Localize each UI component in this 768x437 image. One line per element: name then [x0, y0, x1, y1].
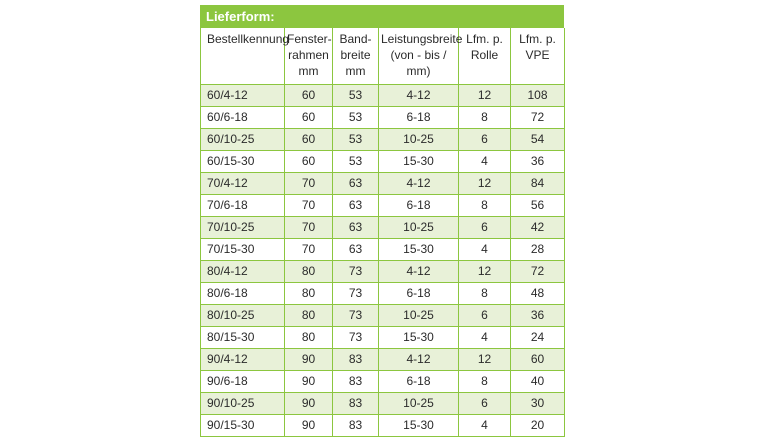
- table-row: [201, 414, 565, 436]
- cell-per-roll: 4: [459, 150, 511, 172]
- cell-per-roll: 6: [459, 216, 511, 238]
- cell-per-package: 42: [511, 216, 565, 238]
- cell-performance-width: 4-12: [379, 172, 459, 194]
- cell-per-roll: 6: [459, 304, 511, 326]
- cell-per-package: 30: [511, 392, 565, 414]
- cell-per-package: 28: [511, 238, 565, 260]
- cell-frame: 60: [285, 128, 333, 150]
- cell-order-code: 70/6-18: [201, 194, 285, 216]
- cell-performance-width: 10-25: [379, 392, 459, 414]
- cell-per-roll: 8: [459, 282, 511, 304]
- cell-per-package: 36: [511, 150, 565, 172]
- cell-per-package: 54: [511, 128, 565, 150]
- cell-frame: 70: [285, 194, 333, 216]
- cell-band-width: 83: [333, 348, 379, 370]
- table-row: [201, 260, 565, 282]
- cell-frame: 90: [285, 370, 333, 392]
- header-order-code: [201, 28, 290, 84]
- cell-order-code: 90/6-18: [201, 370, 285, 392]
- cell-order-code: 90/10-25: [201, 392, 285, 414]
- table-row: [201, 370, 565, 392]
- cell-band-width: 83: [333, 392, 379, 414]
- cell-performance-width: 6-18: [379, 106, 459, 128]
- cell-order-code: 90/4-12: [201, 348, 285, 370]
- header-band-width: [333, 28, 379, 84]
- header-frame: [285, 28, 333, 84]
- cell-band-width: 73: [333, 282, 379, 304]
- table-row: [201, 172, 565, 194]
- header-performance-width: [379, 28, 463, 84]
- cell-band-width: 53: [333, 84, 379, 106]
- cell-frame: 60: [285, 150, 333, 172]
- header-line: breite: [340, 48, 371, 62]
- cell-frame: 80: [285, 304, 333, 326]
- header-line: mm: [345, 64, 366, 78]
- header-line: (von - bis /: [390, 48, 447, 62]
- cell-performance-width: 4-12: [379, 84, 459, 106]
- cell-performance-width: 6-18: [379, 194, 459, 216]
- header-line: Lfm. p.: [466, 32, 503, 46]
- cell-order-code: 70/4-12: [201, 172, 285, 194]
- table-row: [201, 348, 565, 370]
- header-line: mm: [298, 64, 319, 78]
- cell-frame: 60: [285, 84, 333, 106]
- cell-band-width: 63: [333, 216, 379, 238]
- table-row: [201, 150, 565, 172]
- cell-per-roll: 4: [459, 414, 511, 436]
- cell-performance-width: 6-18: [379, 282, 459, 304]
- table-row: [201, 216, 565, 238]
- cell-frame: 70: [285, 216, 333, 238]
- cell-frame: 70: [285, 172, 333, 194]
- cell-per-roll: 6: [459, 392, 511, 414]
- header-line: rahmen: [288, 48, 329, 62]
- cell-performance-width: 15-30: [379, 414, 459, 436]
- table-row: [201, 128, 565, 150]
- cell-band-width: 63: [333, 238, 379, 260]
- cell-performance-width: 15-30: [379, 150, 459, 172]
- cell-frame: 90: [285, 392, 333, 414]
- table-row: [201, 194, 565, 216]
- header-row: [201, 28, 565, 84]
- cell-order-code: 80/6-18: [201, 282, 285, 304]
- cell-per-roll: 12: [459, 260, 511, 282]
- cell-band-width: 53: [333, 106, 379, 128]
- cell-performance-width: 10-25: [379, 304, 459, 326]
- table-row: [201, 392, 565, 414]
- cell-performance-width: 10-25: [379, 128, 459, 150]
- cell-order-code: 60/10-25: [201, 128, 285, 150]
- header-line: VPE: [525, 48, 550, 62]
- header-line: Fenster-: [287, 32, 332, 46]
- cell-performance-width: 4-12: [379, 348, 459, 370]
- table-body: [201, 84, 565, 436]
- cell-band-width: 73: [333, 326, 379, 348]
- cell-per-roll: 8: [459, 194, 511, 216]
- table-row: [201, 326, 565, 348]
- cell-per-package: 24: [511, 326, 565, 348]
- cell-order-code: 70/10-25: [201, 216, 285, 238]
- cell-order-code: 90/15-30: [201, 414, 285, 436]
- delivery-form-table: [200, 5, 564, 437]
- cell-band-width: 63: [333, 194, 379, 216]
- cell-per-roll: 8: [459, 370, 511, 392]
- cell-per-package: 20: [511, 414, 565, 436]
- cell-per-package: 84: [511, 172, 565, 194]
- header-per-package: [511, 28, 565, 84]
- cell-order-code: 60/6-18: [201, 106, 285, 128]
- header-line: Bestellkennung: [207, 32, 290, 46]
- cell-performance-width: 15-30: [379, 238, 459, 260]
- cell-band-width: 53: [333, 150, 379, 172]
- cell-per-roll: 12: [459, 172, 511, 194]
- cell-frame: 70: [285, 238, 333, 260]
- header-line: mm): [406, 64, 431, 78]
- cell-frame: 80: [285, 326, 333, 348]
- cell-order-code: 80/4-12: [201, 260, 285, 282]
- cell-per-roll: 8: [459, 106, 511, 128]
- cell-frame: 60: [285, 106, 333, 128]
- cell-band-width: 73: [333, 260, 379, 282]
- cell-per-package: 48: [511, 282, 565, 304]
- cell-per-package: 72: [511, 106, 565, 128]
- header-line: Lfm. p.: [519, 32, 556, 46]
- cell-per-roll: 4: [459, 326, 511, 348]
- cell-performance-width: 4-12: [379, 260, 459, 282]
- cell-per-package: 60: [511, 348, 565, 370]
- cell-per-package: 72: [511, 260, 565, 282]
- cell-band-width: 73: [333, 304, 379, 326]
- cell-frame: 90: [285, 348, 333, 370]
- cell-performance-width: 15-30: [379, 326, 459, 348]
- cell-order-code: 60/15-30: [201, 150, 285, 172]
- cell-band-width: 83: [333, 414, 379, 436]
- cell-band-width: 53: [333, 128, 379, 150]
- cell-per-package: 56: [511, 194, 565, 216]
- cell-per-package: 108: [511, 84, 565, 106]
- cell-per-roll: 4: [459, 238, 511, 260]
- header-per-roll: [459, 28, 511, 84]
- cell-frame: 80: [285, 260, 333, 282]
- cell-performance-width: 10-25: [379, 216, 459, 238]
- cell-per-package: 40: [511, 370, 565, 392]
- cell-band-width: 63: [333, 172, 379, 194]
- cell-order-code: 80/15-30: [201, 326, 285, 348]
- header-line: Rolle: [470, 48, 499, 62]
- cell-frame: 80: [285, 282, 333, 304]
- table-row: [201, 238, 565, 260]
- header-line: Band-: [339, 32, 372, 46]
- table-title: Lieferform:: [200, 5, 564, 28]
- table-row: [201, 106, 565, 128]
- cell-band-width: 83: [333, 370, 379, 392]
- table-row: [201, 282, 565, 304]
- cell-order-code: 60/4-12: [201, 84, 285, 106]
- cell-performance-width: 6-18: [379, 370, 459, 392]
- cell-per-package: 36: [511, 304, 565, 326]
- table-row: [201, 304, 565, 326]
- cell-per-roll: 12: [459, 348, 511, 370]
- cell-order-code: 80/10-25: [201, 304, 285, 326]
- cell-order-code: 70/15-30: [201, 238, 285, 260]
- cell-per-roll: 12: [459, 84, 511, 106]
- table-row: [201, 84, 565, 106]
- header-line: Leistungsbreite: [381, 32, 463, 46]
- cell-frame: 90: [285, 414, 333, 436]
- cell-per-roll: 6: [459, 128, 511, 150]
- order-table: [200, 28, 565, 437]
